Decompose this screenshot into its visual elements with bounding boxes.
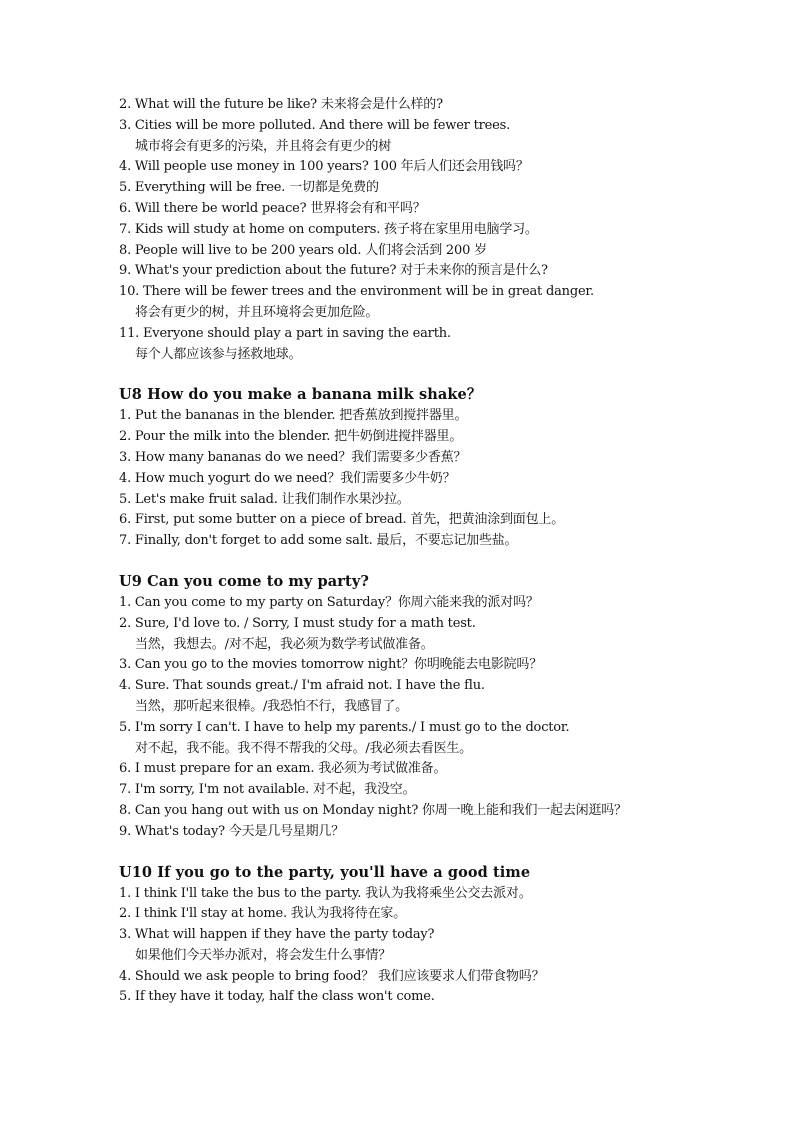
sentence-line: 6. I must prepare for an exam. 我必须为考试做准备。 [119, 761, 447, 777]
sentence-line: 5. If they have it today, half the class won't come. [119, 989, 435, 1005]
sentence-line: 5. Everything will be free. 一切都是免费的 [119, 180, 379, 196]
section-2 [119, 571, 719, 843]
translation-line: 每个人都应该参与拯救地球。 [135, 346, 302, 362]
sentence-line: 8. People will live to be 200 years old. 人们将会活到 200 岁 [119, 242, 487, 258]
sentence-line: 2. Pour the milk into the blender. 把牛奶倒进搅拌器里。 [119, 429, 463, 445]
sentence-line: 3. How many bananas do we need？我们需要多少香蕉？ [119, 449, 467, 465]
translation-line: 对不起，我不能。我不得不帮我的父母。/我必须去看医生。 [135, 740, 472, 756]
section-3 [119, 862, 719, 1009]
sentence-line: 5. I'm sorry I can't. I have to help my parents./ I must go to the doctor. [119, 719, 570, 735]
sentence-line: 2. Sure, I'd love to. / Sorry, I must study for a math test. [119, 615, 476, 631]
sentence-line: 8. Can you hang out with us on Monday night? 你周一晚上能和我们一起去闲逛吗？ [119, 802, 627, 818]
section-heading: U8 How do you make a banana milk shake？ [119, 386, 482, 404]
sentence-line: 6. Will there be world peace? 世界将会有和平吗？ [119, 200, 426, 216]
document-body [119, 95, 719, 1008]
section-heading: U9 Can you come to my party? [119, 572, 369, 590]
sentence-line: 11. Everyone should play a part in saving the earth. [119, 325, 451, 341]
sentence-line: 4. How much yogurt do we need？我们需要多少牛奶？ [119, 470, 456, 486]
sentence-line: 10. There will be fewer trees and the environment will be in great danger. [119, 284, 594, 300]
sentence-line: 9. What's today? 今天是几号星期几？ [119, 823, 344, 839]
translation-line: 如果他们今天举办派对，将会发生什么事情？ [135, 947, 392, 963]
sentence-line: 7. I'm sorry, I'm not available. 对不起，我没空。 [119, 782, 416, 798]
sentence-line: 7. Finally, don't forget to add some salt. 最后，不要忘记加些盐。 [119, 533, 518, 549]
section-0 [119, 95, 719, 365]
sentence-line: 1. I think I'll take the bus to the party. 我认为我将乘坐公交去派对。 [119, 885, 532, 901]
sentence-line: 1. Put the bananas in the blender. 把香蕉放到搅拌器里。 [119, 408, 468, 424]
sentence-line: 2. What will the future be like? 未来将会是什么样的? [119, 97, 443, 112]
translation-line: 当然，我想去。/对不起，我必须为数学考试做准备。 [135, 636, 434, 652]
sentence-line: 3. What will happen if they have the party today? [119, 927, 435, 943]
sentence-line: 3. Can you go to the movies tomorrow night？你明晚能去电影院吗？ [119, 657, 543, 673]
sentence-line: 5. Let's make fruit salad. 让我们制作水果沙拉。 [119, 491, 410, 507]
translation-line: 当然，那听起来很棒。/我恐怕不行，我感冒了。 [135, 698, 408, 714]
section-1 [119, 384, 719, 552]
sentence-line: 1. Can you come to my party on Saturday？你周六能来我的派对吗？ [119, 594, 539, 610]
sentence-line: 4. Should we ask people to bring food？ 我们应该要求人们带食物吗？ [119, 968, 545, 984]
translation-line: 城市将会有更多的污染，并且将会有更少的树 [135, 138, 392, 154]
sentence-line: 4. Sure. That sounds great./ I'm afraid not. I have the flu. [119, 678, 485, 694]
sentence-line: 9. What's your prediction about the future? 对于未来你的预言是什么? [119, 263, 548, 279]
section-heading: U10 If you go to the party, you'll have a good time [119, 863, 531, 881]
sentence-line: 6. First, put some butter on a piece of bread. 首先，把黄油涂到面包上。 [119, 512, 565, 528]
sentence-line: 7. Kids will study at home on computers. 孩子将在家里用电脑学习。 [119, 221, 538, 237]
sentence-line: 4. Will people use money in 100 years? 100 年后人们还会用钱吗？ [119, 159, 529, 175]
sentence-line: 2. I think I'll stay at home. 我认为我将待在家。 [119, 906, 407, 922]
sentence-line: 3. Cities will be more polluted. And there will be fewer trees. [119, 117, 511, 133]
translation-line: 将会有更少的树，并且环境将会更加危险。 [135, 304, 379, 320]
